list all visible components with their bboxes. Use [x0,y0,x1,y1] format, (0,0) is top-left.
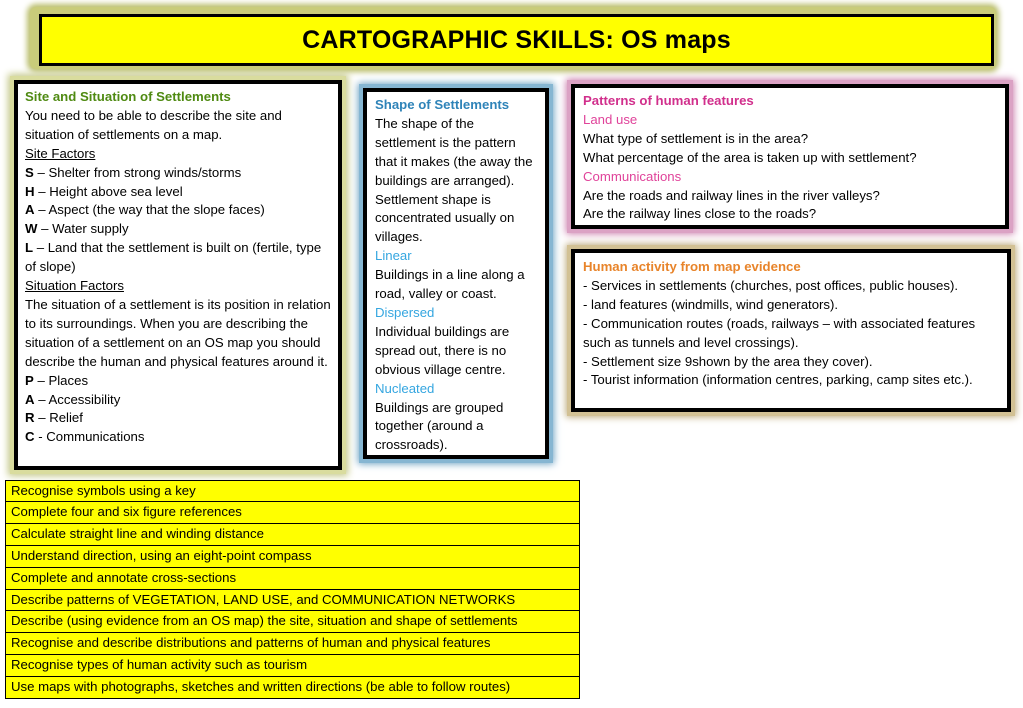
site-factor-item: W – Water supply [25,221,129,237]
skill-row: Complete and annotate cross-sections [5,568,580,590]
situation-text: The situation of a settlement is its position in relation to its surroundings. When you are describing the situation of a settlement on an OS map you should describe the human and physical features around it. [25,296,331,369]
shape-type-text: Individual buildings are spread out, there is no obvious village centre. [375,323,510,377]
human-activity-heading: Human activity from map evidence [583,259,801,274]
human-activity-item: - Tourist information (information centres, parking, camp sites etc.). [583,372,973,388]
site-situation-card [14,80,342,470]
shape-heading: Shape of Settlements [375,97,510,112]
shape-type-text: Buildings are grouped together (around a crossroads). [375,399,504,453]
situation-factor-item: P – Places [25,372,89,388]
site-situation-heading: Site and Situation of Settlements [25,89,231,104]
situation-factor-item: C - Communications [25,429,145,445]
patterns-card [571,84,1009,229]
skill-row: Recognise symbols using a key [5,480,580,502]
skill-row: Calculate straight line and winding distance [5,524,580,546]
site-factor-item: H – Height above sea level [25,183,183,199]
skill-row: Complete four and six figure references [5,502,580,524]
shape-type-name: Nucleated [375,380,435,396]
site-factor-item: L – Land that the settlement is built on (fertile, type of slope) [25,240,322,275]
land-use-question: What type of settlement is in the area? [583,130,809,146]
human-activity-card [571,249,1011,412]
skill-row: Describe (using evidence from an OS map) the site, situation and shape of settlements [5,611,580,633]
skill-row: Use maps with photographs, sketches and written directions (be able to follow routes) [5,677,580,699]
shape-intro: The shape of the settlement is the pattern that it makes (the away the buildings are arranged). Settlement shape is concentrated usually on villages. [375,115,533,245]
situation-factor-item: A – Accessibility [25,391,121,407]
patterns-heading: Patterns of human features [583,93,754,108]
human-activity-item: - Services in settlements (churches, post offices, public houses). [583,277,959,293]
shape-type-text: Buildings in a line along a road, valley or coast. [375,267,525,302]
site-factor-item: A – Aspect (the way that the slope faces) [25,202,265,218]
human-activity-item: - land features (windmills, wind generators). [583,296,839,312]
skill-row: Understand direction, using an eight-point compass [5,546,580,568]
communications-question: Are the roads and railway lines in the river valleys? [583,187,880,203]
situation-factors-heading: Situation Factors [25,278,124,294]
site-intro: You need to be able to describe the site and situation of settlements on a map. [25,107,282,142]
land-use-question: What percentage of the area is taken up with settlement? [583,149,917,165]
skill-row: Recognise types of human activity such as tourism [5,655,580,677]
site-factors-heading: Site Factors [25,145,96,161]
skill-row: Describe patterns of VEGETATION, LAND USE, and COMMUNICATION NETWORKS [5,590,580,612]
shape-card [363,88,549,459]
skill-row: Recognise and describe distributions and patterns of human and physical features [5,633,580,655]
human-activity-item: - Settlement size 9shown by the area they cover). [583,353,873,369]
communications-question: Are the railway lines close to the roads? [583,206,817,222]
situation-factor-item: R – Relief [25,410,83,426]
site-factor-item: S – Shelter from strong winds/storms [25,164,242,180]
skills-table [5,480,580,699]
shape-type-name: Linear [375,248,412,264]
communications-heading: Communications [583,168,682,184]
shape-type-name: Dispersed [375,304,435,320]
human-activity-item: - Communication routes (roads, railways – with associated features such as tunnels and level crossings). [583,315,976,350]
land-use-heading: Land use [583,111,638,127]
page-title: CARTOGRAPHIC SKILLS: OS maps [39,14,994,66]
